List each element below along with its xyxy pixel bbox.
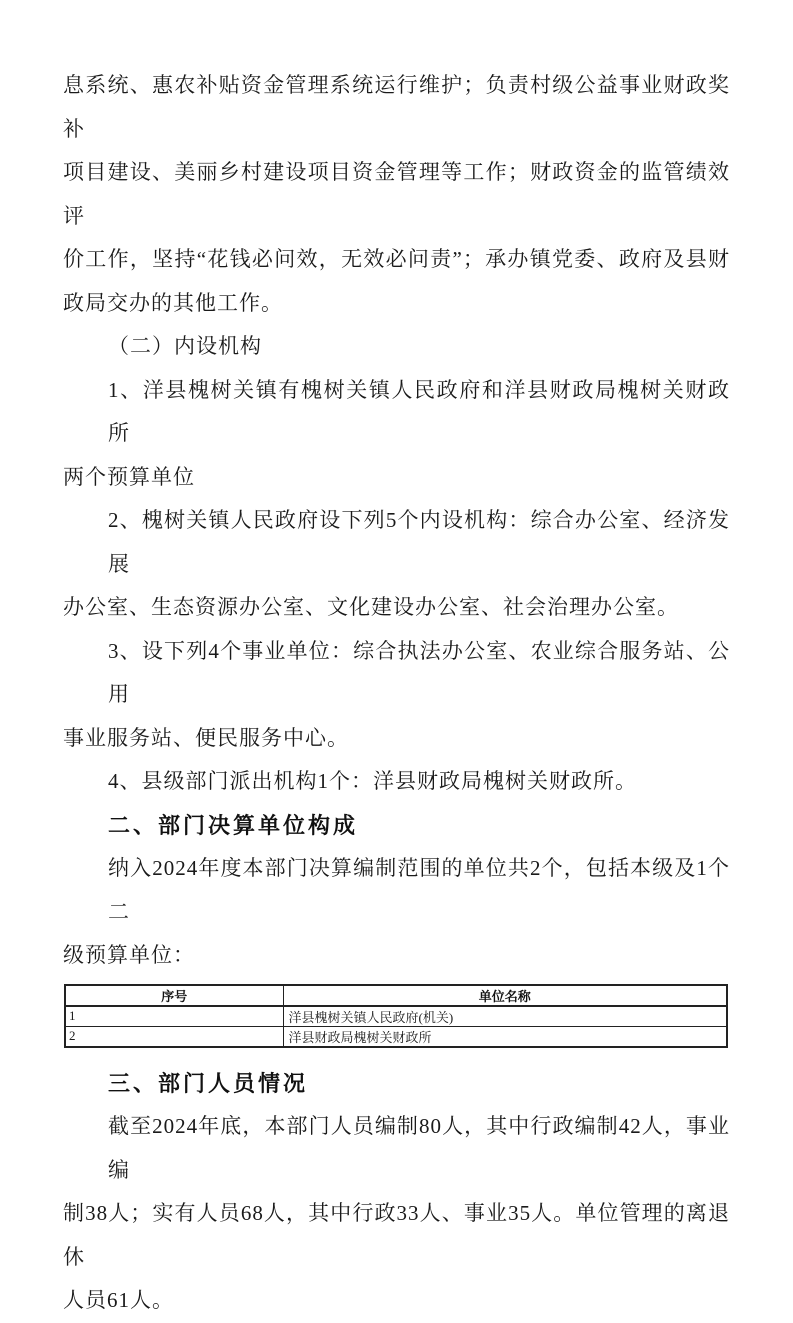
section-heading-budget-units: 二、部门决算单位构成 xyxy=(108,812,359,838)
budget-units-table xyxy=(64,984,728,1048)
text-line: 人员61人。 xyxy=(63,1288,174,1312)
text-line: 级预算单位： xyxy=(63,943,195,967)
text-line: 1、洋县槐树关镇有槐树关镇人民政府和洋县财政局槐树关财政所 xyxy=(108,377,730,445)
text-line: 两个预算单位 xyxy=(63,464,195,489)
text-line: 项目建设、美丽乡村建设项目资金管理等工作；财政资金的监管绩效评 xyxy=(63,160,730,228)
paragraph xyxy=(63,369,730,500)
table-header-seq: 序号 xyxy=(65,985,283,1006)
table-cell-seq: 1 xyxy=(65,1006,283,1027)
table-header-unit-name: 单位名称 xyxy=(283,985,727,1006)
table-row xyxy=(65,1026,727,1047)
text-line: 制38人；实有人员68人，其中行政33人、事业35人。单位管理的离退休 xyxy=(63,1201,730,1269)
text-line: 2、槐树关镇人民政府设下列5个内设机构：综合办公室、经济发展 xyxy=(108,508,730,576)
text-line: 办公室、生态资源办公室、文化建设办公室、社会治理办公室。 xyxy=(63,595,679,619)
text-line: 3、设下列4个事业单位：综合执法办公室、农业综合服务站、公用 xyxy=(108,638,730,706)
text-line: 4、县级部门派出机构1个：洋县财政局槐树关财政所。 xyxy=(108,769,637,793)
paragraph xyxy=(63,499,730,630)
table-cell-unit-name: 洋县财政局槐树关财政所 xyxy=(283,1026,727,1047)
text-line: 价工作，坚持“花钱必问效，无效必问责”；承办镇党委、政府及县财 xyxy=(63,247,730,271)
paragraph xyxy=(63,1105,730,1323)
table-row xyxy=(65,1006,727,1027)
text-line: 纳入2024年度本部门决算编制范围的单位共2个，包括本级及1个二 xyxy=(108,856,730,924)
text-line: 息系统、惠农补贴资金管理系统运行维护；负责村级公益事业财政奖补 xyxy=(63,73,730,141)
paragraph xyxy=(63,64,730,325)
paragraph xyxy=(63,847,730,978)
paragraph xyxy=(63,325,730,369)
section-heading-personnel: 三、部门人员情况 xyxy=(108,1070,309,1096)
text-line: 事业服务站、便民服务中心。 xyxy=(63,725,349,750)
paragraph xyxy=(63,760,730,804)
table-cell-unit-name: 洋县槐树关镇人民政府(机关) xyxy=(283,1006,727,1027)
table-cell-seq: 2 xyxy=(65,1026,283,1047)
paragraph xyxy=(63,630,730,761)
text-line: 政局交办的其他工作。 xyxy=(63,290,283,315)
table-header-row xyxy=(65,985,727,1006)
text-line: 截至2024年底，本部门人员编制80人，其中行政编制42人，事业编 xyxy=(108,1114,730,1182)
text-line: （二）内设机构 xyxy=(108,334,262,358)
